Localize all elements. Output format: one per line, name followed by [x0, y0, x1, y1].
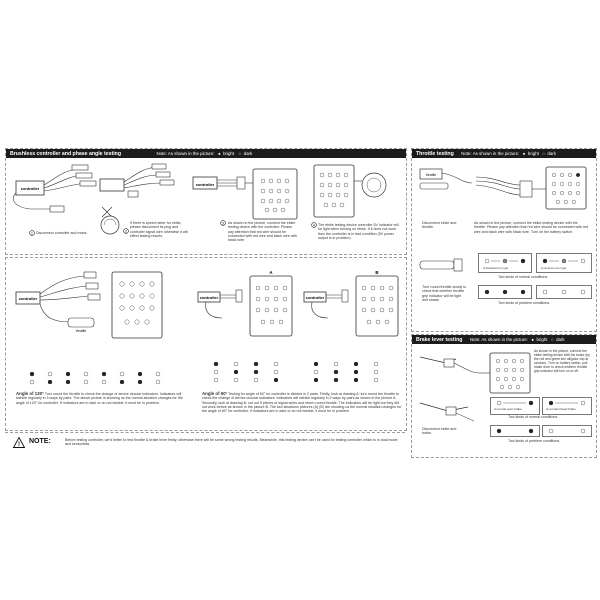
throttle-legend-bright-icon: ●	[522, 151, 526, 156]
throttle-problem-indicators-1	[483, 289, 527, 295]
brake-problem-caption: Two kinds of problem conditions.	[508, 439, 561, 443]
legend-bright-label: bright	[223, 151, 235, 156]
step-4-text: The ebike testing device controller 5V indicator will be light when turning on ebike. If it does not work then the controller is in bad condition (5V power output is in problem).	[318, 223, 399, 240]
normal-closed-brake-cell	[542, 397, 592, 415]
normal-closed-label: A normal closed brake	[546, 407, 576, 411]
svg-text:2: 2	[125, 229, 127, 234]
note-block	[5, 432, 405, 455]
angle-testing-panel	[5, 257, 407, 431]
step-3-text: As shown in the picture, connect the ebike testing device with the controller. Please pay attention that red wire should be connected with red wire and black wire with black wire.	[228, 221, 298, 243]
brake-testing-panel	[411, 334, 597, 458]
throttle-normal-caption: Two kinds of normal conditions.	[498, 275, 549, 279]
throttle-problem-caption: Two kinds of problem conditions.	[498, 301, 551, 305]
throttle-legend-note: Note: As shown in the picture:	[461, 151, 520, 156]
throttle-grip-diagram	[418, 253, 468, 283]
forward-turn-cell	[478, 253, 532, 273]
label-a: A	[269, 270, 273, 275]
brake-title: Brake lever testing	[416, 337, 463, 343]
throttle-step-1: Disconnect ebike and throttle.	[422, 221, 457, 230]
throttle-legend-dark-icon: ○	[542, 151, 545, 156]
legend-dark-icon: ○	[238, 151, 242, 156]
brake-problem-indicators-2	[547, 428, 587, 434]
controller-label-5: controller	[305, 295, 325, 300]
controller-label: controller	[20, 186, 40, 191]
normal-open-brake-cell	[490, 397, 540, 415]
svg-text:!: !	[18, 442, 20, 449]
angle-120-title: Angle of 120°	[16, 391, 44, 396]
reverse-turn-cell	[536, 253, 592, 273]
legend-dark-label: dark	[243, 151, 253, 156]
angle-120-text	[16, 392, 188, 405]
reverse-turn-indicators	[541, 257, 587, 265]
normal-closed-indicators	[547, 400, 587, 406]
angle-60-body: Testing for angle of 60° for controller is divided in 2 parts. Firstly, look at drawing A: turn round the throttle to check the change of device circular indicators. Indicators will twinkle regularly in 2 ways by pairs as shown in the picture A. Secondly, look at drawing B, cut out 5 pieces of signal wires and return round throttle. The indicators will be light but they did not work before as shown in the picture B. The two situations pictures (A) (B) are showing us the normal situation changes for the angle of 60° for controller. If indicators are in dark or do not twinkle, it must be in problem.	[202, 392, 402, 414]
step-2-text: If there is speed meter for ebike, please disconnect its plug and controller signal wire otherwise it will effect testing results.	[130, 221, 188, 238]
note-text: Before testing controller, we'd better to test throttle & brake lever firstly, otherwise there will be some wrong testing results. Meanwhile, this testing device can't be used for testing controller which is in dual mode and sensorless.	[65, 438, 398, 447]
controller-testing-panel	[5, 148, 407, 255]
throttle-problem-cell-1	[478, 285, 532, 299]
angle-60-indicators	[206, 358, 396, 388]
svg-text:3: 3	[222, 221, 224, 226]
throttle-step-3: Turn round throttle slowly to check that whether throttle grip indicator will be light and shade.	[422, 285, 467, 302]
brake-normal-caption: Two kinds of normal conditions.	[508, 415, 559, 419]
throttle-testing-panel	[411, 148, 597, 332]
brake-problem-cell-2	[542, 425, 592, 437]
note-label: NOTE:	[29, 438, 51, 445]
controller-label-3: controller	[18, 296, 38, 301]
angle-60-title: Angle of 60°	[202, 391, 228, 396]
angle-60-text	[202, 392, 402, 413]
brake-step-2: As shown in the picture, connect the ebike testing device with the brake (by the red and green line alligator clip at random). Turn on battery switch, pull brake lever to check whether throttle grip indicator will turn on or off.	[534, 349, 590, 373]
throttle-legend-dark: dark	[547, 151, 556, 156]
brake-problem-indicators-1	[495, 428, 535, 434]
angle-120-body: Turn round the throttle to check the change of device circular indicators. Indicators will twinkle regularly in 3 ways by pairs. The above picture is showing us the normal situation changes for the angle of 120° for controller. If indicators are in dark or do not twinkle, it must be in problem.	[16, 392, 183, 405]
normal-open-label: A normal open brake	[494, 407, 522, 411]
angle-120-indicators	[26, 370, 166, 388]
brake-legend-dark: dark	[556, 337, 565, 342]
section-title: Brushless controller and phase angle testing	[10, 151, 121, 157]
throttle-box-label: throttle	[425, 173, 437, 177]
brake-legend-dark-icon: ○	[550, 337, 554, 342]
section-header	[6, 149, 406, 158]
brake-legend-bright-icon: ●	[531, 337, 535, 342]
angle-60-diagram-a	[196, 272, 296, 362]
throttle-step-2: As shown in the picture, connect the ebike testing device with the throttle. Please pay attention that red wire should be connected with red wire and black wire with black wire. Turn on the battery switch.	[474, 221, 589, 234]
angle-60-diagram-b	[302, 272, 402, 362]
throttle-problem-indicators-2	[541, 289, 587, 295]
legend-bright-icon: ●	[217, 151, 221, 156]
label-b: B	[375, 270, 379, 275]
brake-legend-note: Note: As shown in the picture:	[469, 337, 528, 342]
brake-connection-diagram	[416, 349, 536, 399]
forward-turn-label: A forward turn type	[483, 266, 509, 270]
step-1-text: Disconnect controller and motor.	[36, 231, 88, 235]
forward-turn-indicators	[483, 257, 527, 265]
manual-sheet	[5, 148, 595, 458]
warning-icon	[13, 437, 25, 448]
throttle-connection-diagram	[416, 163, 592, 223]
brake-header	[412, 335, 596, 344]
brake-legend-bright: bright	[536, 337, 548, 342]
angle-120-diagram	[14, 264, 184, 354]
throttle-title: Throttle testing	[416, 151, 454, 157]
brake-problem-cell-1	[490, 425, 540, 437]
controller-label-2: controller	[195, 182, 215, 187]
svg-text:4: 4	[313, 223, 315, 228]
throttle-label: throttle	[75, 329, 87, 333]
normal-open-indicators	[495, 400, 535, 406]
throttle-header	[412, 149, 596, 158]
throttle-legend-bright: bright	[527, 151, 539, 156]
reverse-turn-label: A reverse turn type	[541, 266, 567, 270]
controller-label-4: controller	[199, 295, 219, 300]
throttle-problem-cell-2	[536, 285, 592, 299]
legend-note: Note: As shown in the picture:	[156, 151, 215, 156]
brake-step-1: Disconnect ebike and brake.	[422, 427, 457, 436]
svg-text:1: 1	[31, 231, 33, 236]
brake-lever-diagram	[418, 399, 478, 425]
